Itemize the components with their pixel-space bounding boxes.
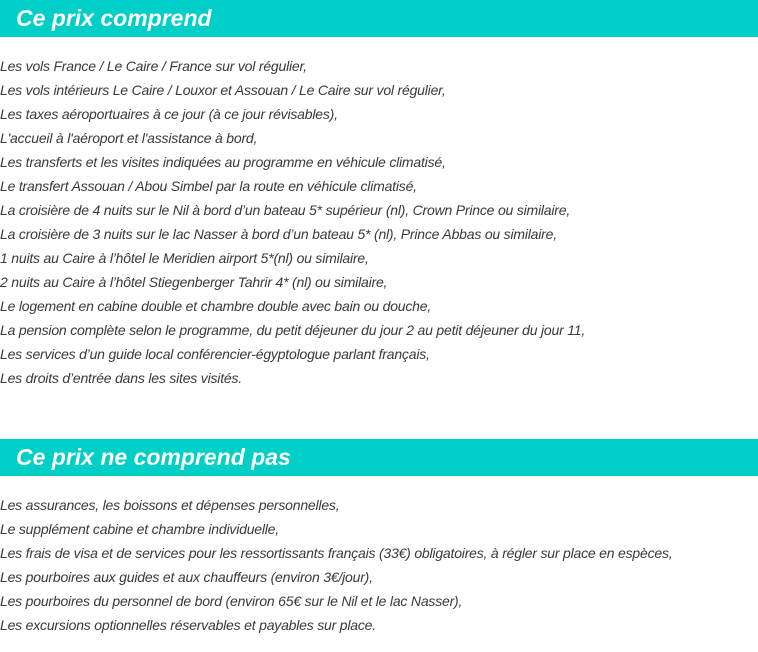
excluded-item: Les pourboires aux guides et aux chauffeurs (environ 3€/jour), bbox=[0, 569, 373, 585]
included-item: La pension complète selon le programme, du petit déjeuner du jour 2 au petit déjeuner du jour 11, bbox=[0, 322, 586, 338]
included-item: Les vols intérieurs Le Caire / Louxor et Assouan / Le Caire sur vol régulier, bbox=[0, 82, 446, 98]
excluded-item: Les pourboires du personnel de bord (environ 65€ sur le Nil et le lac Nasser), bbox=[0, 593, 463, 609]
excluded-item: Les excursions optionnelles réservables et payables sur place. bbox=[0, 617, 376, 633]
included-item: Les services d’un guide local conférencier-égyptologue parlant français, bbox=[0, 346, 430, 362]
included-item: La croisière de 3 nuits sur le lac Nasser à bord d’un bateau 5* (nl), Prince Abbas ou similaire, bbox=[0, 226, 557, 242]
section-header-excluded: Ce prix ne comprend pas bbox=[0, 439, 758, 476]
excluded-item: Les assurances, les boissons et dépenses personnelles, bbox=[0, 497, 340, 513]
included-item: L'accueil à l'aéroport et l'assistance à bord, bbox=[0, 130, 258, 146]
included-item: Les droits d’entrée dans les sites visités. bbox=[0, 370, 242, 386]
excluded-items-list bbox=[0, 493, 672, 637]
included-item: Les vols France / Le Caire / France sur vol régulier, bbox=[0, 58, 307, 74]
included-item: Les transferts et les visites indiquées au programme en véhicule climatisé, bbox=[0, 154, 446, 170]
excluded-item: Le supplément cabine et chambre individuelle, bbox=[0, 521, 279, 537]
included-item: Le logement en cabine double et chambre double avec bain ou douche, bbox=[0, 298, 432, 314]
section-header-included: Ce prix comprend bbox=[0, 0, 758, 37]
included-item: 1 nuits au Caire à l’hôtel le Meridien airport 5*(nl) ou similaire, bbox=[0, 250, 369, 266]
included-items-list bbox=[0, 54, 585, 390]
included-item: 2 nuits au Caire à l’hôtel Stiegenberger Tahrir 4* (nl) ou similaire, bbox=[0, 274, 388, 290]
included-item: Les taxes aéroportuaires à ce jour (à ce jour révisables), bbox=[0, 106, 338, 122]
included-item: Le transfert Assouan / Abou Simbel par la route en véhicule climatisé, bbox=[0, 178, 417, 194]
included-item: La croisière de 4 nuits sur le Nil à bord d’un bateau 5* supérieur (nl), Crown Prince ou similaire, bbox=[0, 202, 571, 218]
excluded-item: Les frais de visa et de services pour les ressortissants français (33€) obligatoires, à régler sur place en espèces, bbox=[0, 545, 673, 561]
